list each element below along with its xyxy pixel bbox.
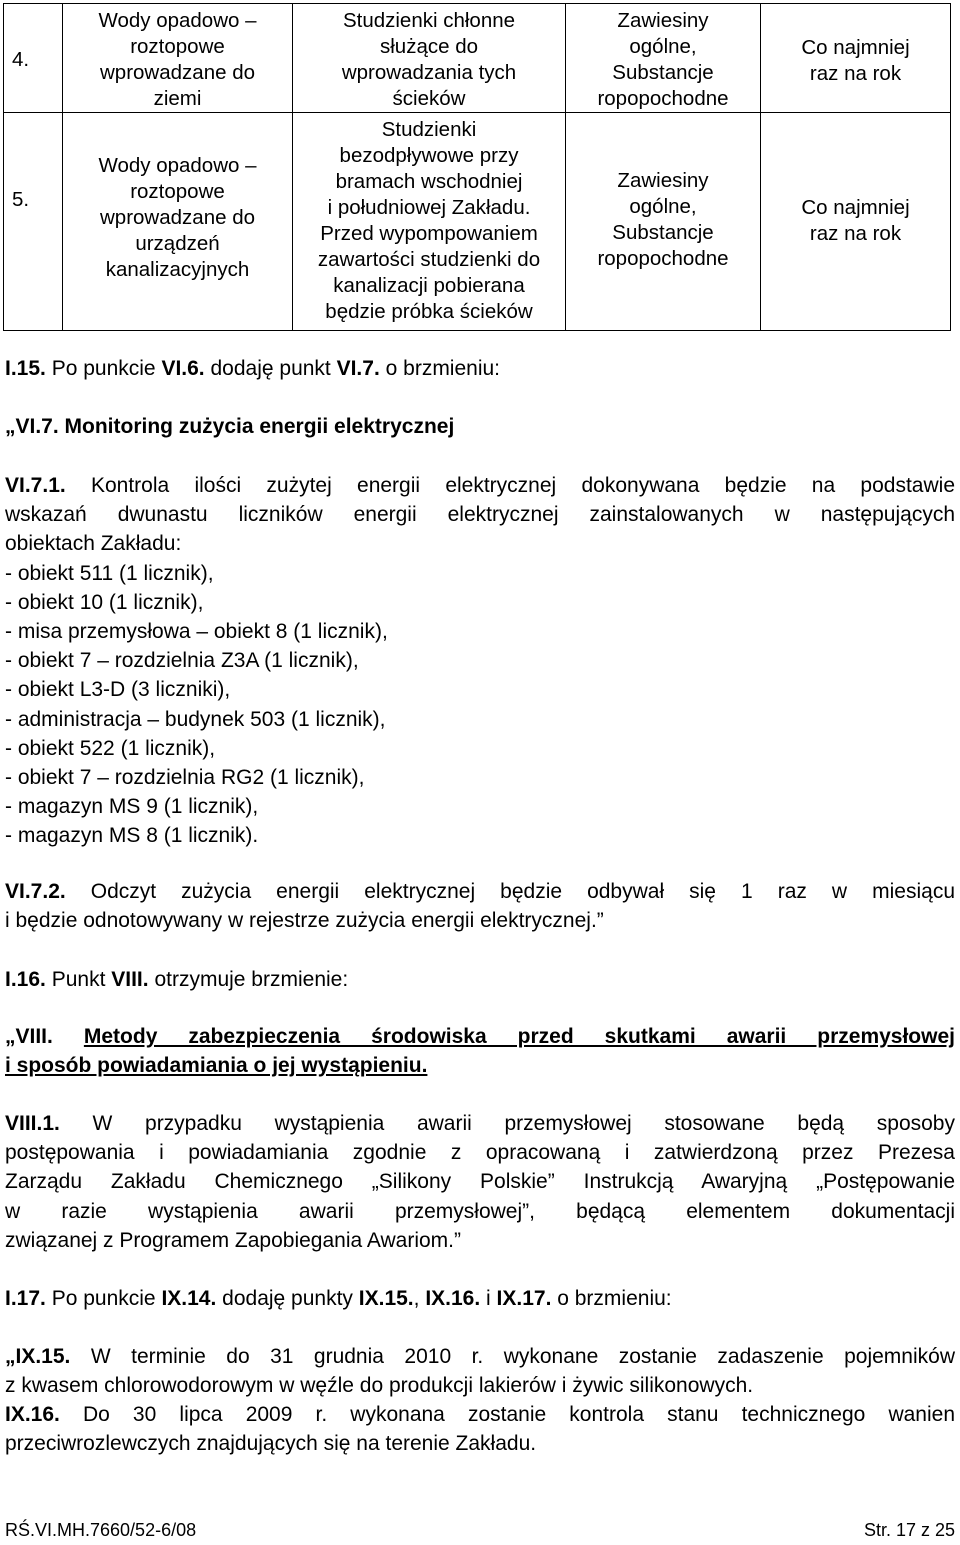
document-reference: RŚ.VI.MH.7660/52-6/08 (5, 1520, 197, 1540)
list-item: - magazyn MS 9 (1 licznik), (5, 795, 259, 819)
text-line (5, 1109, 955, 1138)
ref-number: IX.16. (425, 1287, 481, 1310)
list-item: - obiekt 511 (1 licznik), (5, 561, 214, 585)
text: Kontrola ilości zużytej energii elektrycznej dokonywana będzie na podstawie (65, 474, 955, 497)
cell-line: służące do (379, 35, 478, 58)
cell-line: ogólne, (629, 195, 697, 218)
list-item: - obiekt 10 (1 licznik), (5, 590, 204, 614)
ref-number: VI.6. (161, 357, 205, 380)
text: i (480, 1287, 497, 1310)
cell-line: Co najmniej (801, 36, 910, 59)
row-number: 4. (4, 4, 63, 113)
paragraph-ix16 (5, 1400, 955, 1458)
table-cell (293, 113, 566, 331)
text-line: w razie wystąpienia awarii przemysłowej”, będącą elementem dokumentacji (5, 1199, 955, 1223)
text-line (5, 1400, 955, 1429)
text-line: obiektach Zakładu: (5, 532, 182, 556)
cell-line: roztopowe (130, 180, 225, 203)
section-i15 (5, 354, 955, 383)
cell-line: wprowadzania tych (341, 61, 517, 84)
paragraph-viii1 (5, 1109, 955, 1255)
table-cell (761, 4, 951, 113)
text: Punkt (45, 968, 112, 991)
section-i16 (5, 965, 955, 994)
cell-line: ścieków (392, 87, 466, 110)
ref-number: VIII. (111, 968, 149, 991)
cell-line: ropopochodne (597, 87, 729, 110)
cell-line: Substancje (612, 221, 714, 244)
cell-line: wprowadzane do (100, 61, 255, 84)
ref-number: IX.17. (496, 1287, 552, 1310)
list-item: - obiekt 7 – rozdzielnia RG2 (1 licznik), (5, 766, 365, 790)
text-line: i będzie odnotowywany w rejestrze zużycia energii elektrycznej.” (5, 909, 604, 933)
section-number: I.17. (5, 1287, 46, 1310)
text: o brzmieniu: (379, 357, 501, 380)
text-line (5, 877, 955, 906)
list-item: - misa przemysłowa – obiekt 8 (1 licznik), (5, 620, 388, 644)
text-line: przeciwrozlewczych znajdujących się na terenie Zakładu. (5, 1432, 537, 1456)
cell-line: Studzienki (381, 118, 477, 141)
text-line: związanej z Programem Zapobiegania Awariom.” (5, 1228, 461, 1252)
cell-line: raz na rok (809, 62, 902, 85)
paragraph-number: VI.7.2. (5, 880, 66, 903)
cell-line: bezodpływowe przy (339, 144, 519, 167)
text-line: wskazań dwunastu liczników energii elektrycznej zainstalowanych w następujących (5, 503, 955, 527)
cell-line: bramach wschodniej (335, 170, 523, 193)
cell-line: Studzienki chłonne (342, 9, 516, 32)
text: W terminie do 31 grudnia 2010 r. wykonane zostanie zadaszenie pojemników (70, 1345, 955, 1368)
row-number: 5. (4, 113, 63, 331)
text: Do 30 lipca 2009 r. wykonana zostanie kontrola stanu technicznego wanien (59, 1403, 955, 1426)
text: Po punkcie (45, 1287, 162, 1310)
cell-line: ogólne, (629, 35, 697, 58)
text: o brzmieniu: (551, 1287, 672, 1310)
cell-line: będzie próbka ścieków (325, 300, 533, 323)
text-line (5, 471, 955, 500)
cell-line: ziemi (153, 87, 202, 110)
text: Odczyt zużycia energii elektrycznej będzie odbywał się 1 raz w miesiącu (65, 880, 955, 903)
section-heading-vi7: „VI.7. Monitoring zużycia energii elektrycznej (5, 415, 455, 438)
cell-line: Wody opadowo – (98, 9, 257, 32)
section-number: I.15. (5, 357, 46, 380)
cell-line: urządzeń (135, 232, 220, 255)
section-number: „VIII. (5, 1025, 53, 1048)
list-item: - obiekt L3-D (3 liczniki), (5, 678, 231, 702)
table-cell (566, 4, 761, 113)
cell-line: i południowej Zakładu. (327, 196, 531, 219)
table-cell (566, 113, 761, 331)
paragraph-number: IX.16. (5, 1403, 60, 1426)
cell-line: ropopochodne (597, 247, 729, 270)
ref-number: VI.7. (336, 357, 380, 380)
table-row (4, 4, 951, 113)
cell-line: Wody opadowo – (98, 154, 257, 177)
paragraph-number: VI.7.1. (5, 474, 66, 497)
cell-line: Zawiesiny (617, 169, 709, 192)
paragraph-vi72 (5, 877, 955, 935)
cell-line: Przed wypompowaniem (320, 222, 538, 245)
text-line (5, 1342, 955, 1371)
text: Po punkcie (45, 357, 162, 380)
list-item: - administracja – budynek 503 (1 licznik), (5, 707, 386, 731)
section-heading-viii (5, 1022, 955, 1080)
table-cell (63, 113, 293, 331)
text: dodaję punkty (216, 1287, 359, 1310)
ref-number: IX.15. (358, 1287, 414, 1310)
cell-line: roztopowe (130, 35, 225, 58)
text-line (5, 1022, 955, 1051)
cell-line: Co najmniej (801, 196, 910, 219)
paragraph-ix15 (5, 1342, 955, 1400)
table-cell (63, 4, 293, 113)
table-row (4, 113, 951, 331)
text: W przypadku wystąpienia awarii przemysłowej stosowane będą sposoby (59, 1112, 955, 1135)
list-item: - magazyn MS 8 (1 licznik). (5, 824, 259, 848)
cell-line: zawartości studzienki do (317, 248, 541, 271)
list-item: - obiekt 7 – rozdzielnia Z3A (1 licznik), (5, 649, 359, 673)
cell-line: Substancje (612, 61, 714, 84)
paragraph-number: VIII.1. (5, 1112, 60, 1135)
paragraph-vi71 (5, 471, 955, 851)
cell-line: raz na rok (809, 222, 902, 245)
cell-line: kanalizacyjnych (105, 258, 250, 281)
ref-number: IX.14. (161, 1287, 217, 1310)
monitoring-table (3, 3, 951, 331)
heading-text: Metody zabezpieczenia środowiska przed skutkami awarii przemysłowej (83, 1025, 955, 1048)
text: , (413, 1287, 426, 1310)
cell-line: kanalizacji pobierana (333, 274, 525, 297)
paragraph-number: „IX.15. (5, 1345, 71, 1368)
page-number: Str. 17 z 25 (863, 1520, 955, 1540)
text-line: Zarządu Zakładu Chemicznego „Silikony Polskie” Instrukcją Awaryjną „Postępowanie (5, 1170, 955, 1194)
text-line: postępowania i powiadamiania zgodnie z opracowaną i zatwierdzoną przez Prezesa (5, 1141, 955, 1165)
list-item: - obiekt 522 (1 licznik), (5, 736, 216, 760)
text: otrzymuje brzmienie: (148, 968, 349, 991)
section-i17 (5, 1284, 955, 1313)
text: dodaję punkt (204, 357, 337, 380)
cell-line: wprowadzane do (100, 206, 255, 229)
section-number: I.16. (5, 968, 46, 991)
heading-text: i sposób powiadamiania o jej wystąpieniu. (5, 1054, 428, 1078)
text-line: z kwasem chlorowodorowym w węźle do produkcji lakierów i żywic silikonowych. (5, 1374, 754, 1398)
cell-line: Zawiesiny (617, 9, 709, 32)
table-cell (293, 4, 566, 113)
table-cell (761, 113, 951, 331)
